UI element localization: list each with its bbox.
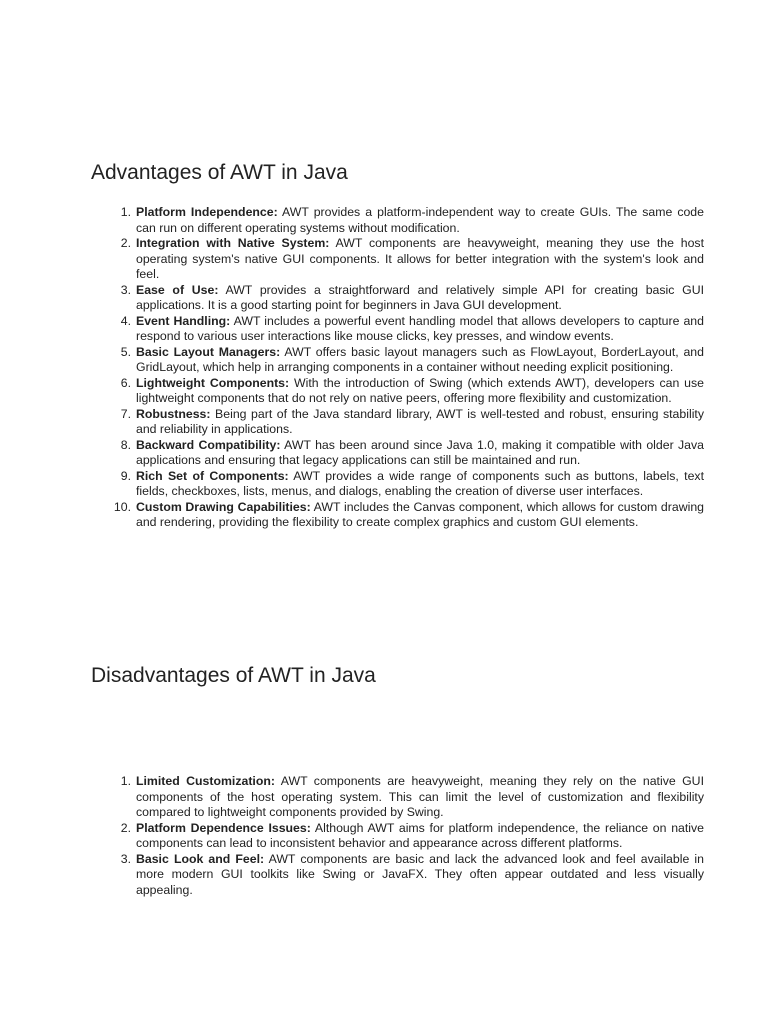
item-text: Being part of the Java standard library, AWT is well-tested and robust, ensuring stability and reliability in applications.	[136, 406, 704, 436]
item-term: Lightweight Components:	[136, 375, 290, 390]
list-item	[136, 345, 704, 376]
item-text: AWT provides a wide range of components such as buttons, labels, text fields, checkboxes, lists, menus, and dialogs, enabling the creation of diverse user interfaces.	[136, 468, 704, 498]
item-text: AWT includes the Canvas component, which allows for custom drawing and rendering, providing the flexibility to create complex graphics and custom GUI elements.	[136, 499, 704, 529]
item-text: With the introduction of Swing (which extends AWT), developers can use lightweight components that do not rely on native peers, offering more flexibility and customization.	[136, 375, 705, 405]
item-term: Limited Customization:	[136, 774, 275, 788]
item-text: AWT offers basic layout managers such as FlowLayout, BorderLayout, and GridLayout, which help in arranging components in a container without needing explicit positioning.	[136, 344, 704, 374]
advantages-heading: Advantages of AWT in Java	[91, 161, 348, 184]
item-text: AWT components are heavyweight, meaning they rely on the native GUI components of the host operating system. This can limit the level of customization and flexibility compared to lightweight components provided by Swing.	[136, 774, 704, 819]
item-term: Rich Set of Components:	[136, 468, 289, 483]
advantages-list	[109, 205, 704, 531]
item-term: Basic Layout Managers:	[136, 344, 281, 359]
item-term: Integration with Native System:	[136, 236, 330, 250]
item-text: AWT components are basic and lack the advanced look and feel available in more modern GUI toolkits like Swing or JavaFX. They often appear outdated and less visually appealing.	[136, 851, 704, 897]
list-item	[136, 821, 704, 852]
item-text: AWT includes a powerful event handling model that allows developers to capture and respond to various user interactions like mouse clicks, key presses, and window events.	[136, 313, 704, 343]
item-term: Event Handling:	[136, 313, 231, 328]
list-item	[136, 283, 704, 314]
item-term: Basic Look and Feel:	[136, 851, 265, 866]
list-item	[136, 438, 704, 469]
item-text: AWT has been around since Java 1.0, making it compatible with older Java applications and ensuring that legacy applications can still be maintained and run.	[136, 437, 704, 467]
list-item	[136, 314, 704, 345]
list-item	[136, 469, 704, 500]
list-item	[136, 205, 704, 236]
item-text: AWT provides a platform-independent way to create GUIs. The same code can run on different operating systems without modification.	[136, 205, 704, 235]
item-term: Backward Compatibility:	[136, 437, 281, 452]
item-term: Platform Independence:	[136, 205, 278, 219]
list-item	[136, 236, 704, 283]
disadvantages-heading: Disadvantages of AWT in Java	[91, 664, 376, 687]
item-term: Robustness:	[136, 406, 211, 421]
item-text: AWT provides a straightforward and relatively simple API for creating basic GUI applications. It is a good starting point for beginners in Java GUI development.	[136, 282, 704, 312]
item-term: Platform Dependence Issues:	[136, 820, 311, 835]
list-item	[136, 852, 704, 899]
item-text: Although AWT aims for platform independence, the reliance on native components can lead to inconsistent behavior and appearance across different platforms.	[136, 820, 705, 850]
list-item	[136, 500, 704, 531]
item-text: AWT components are heavyweight, meaning they use the host operating system's native GUI components. It allows for better integration with the system's look and feel.	[136, 236, 705, 281]
list-item	[136, 376, 704, 407]
list-item	[136, 774, 704, 821]
list-item	[136, 407, 704, 438]
disadvantages-list	[109, 774, 704, 898]
item-term: Ease of Use:	[136, 282, 219, 297]
item-term: Custom Drawing Capabilities:	[136, 499, 311, 514]
